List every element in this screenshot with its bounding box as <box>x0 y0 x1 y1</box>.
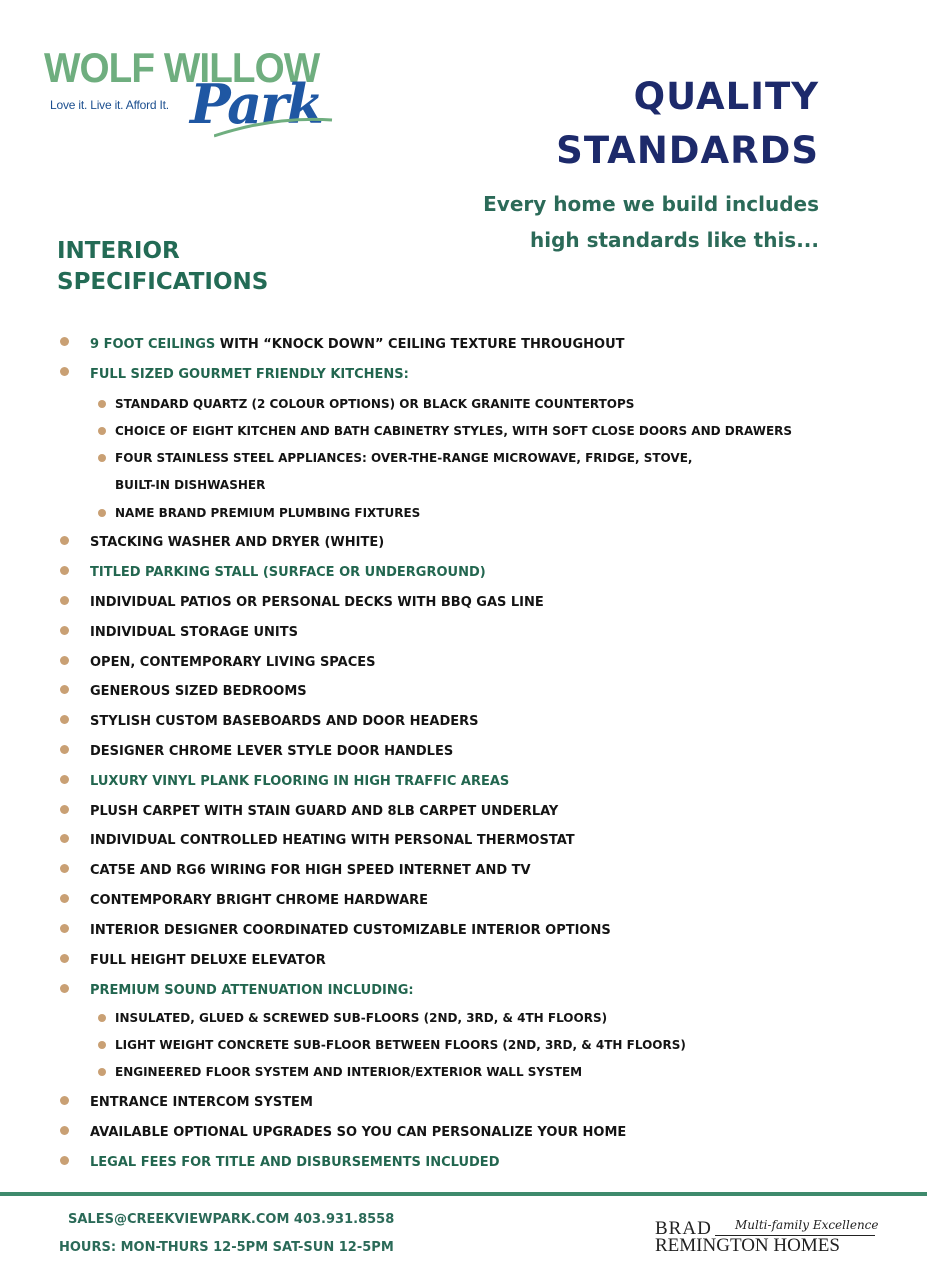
brand-tagline: Multi-family Excellence <box>735 1218 879 1232</box>
spec-sound: PREMIUM SOUND ATTENUATION INCLUDING: <box>90 983 414 998</box>
logo-swoosh-icon <box>214 114 334 144</box>
tagline-line-2: high standards like this... <box>529 228 819 252</box>
spec-carpet: PLUSH CARPET WITH STAIN GUARD AND 8LB CARPET UNDERLAY <box>90 804 559 819</box>
sub-bullet-icon <box>98 1014 106 1022</box>
title-line-2: STANDARDS <box>556 129 819 172</box>
section-line-2: SPECIFICATIONS <box>57 269 269 295</box>
bullet-icon <box>60 367 69 376</box>
spec-subfloors: INSULATED, GLUED & SCREWED SUB-FLOORS (2ND, 3RD, & 4TH FLOORS) <box>115 1011 608 1025</box>
spec-handles: DESIGNER CHROME LEVER STYLE DOOR HANDLES <box>90 744 454 759</box>
bullet-icon <box>60 626 69 635</box>
bullet-icon <box>60 656 69 665</box>
section-heading <box>57 236 268 298</box>
bullet-icon <box>60 685 69 694</box>
sub-bullet-icon <box>98 1041 106 1049</box>
spec-bedrooms: GENEROUS SIZED BEDROOMS <box>90 684 307 699</box>
spec-ceilings <box>90 337 625 352</box>
spec-parking: TITLED PARKING STALL (SURFACE OR UNDERGROUND) <box>90 565 486 580</box>
bullet-icon <box>60 536 69 545</box>
spec-engineered: ENGINEERED FLOOR SYSTEM AND INTERIOR/EXTERIOR WALL SYSTEM <box>115 1065 583 1079</box>
sub-bullet-icon <box>98 427 106 435</box>
brad-remington-homes-logo <box>655 1218 885 1262</box>
bullet-icon <box>60 337 69 346</box>
spec-intercom: ENTRANCE INTERCOM SYSTEM <box>90 1095 313 1110</box>
bullet-icon <box>60 954 69 963</box>
bullet-icon <box>60 745 69 754</box>
spec-baseboards: STYLISH CUSTOM BASEBOARDS AND DOOR HEADERS <box>90 714 479 729</box>
page-title <box>556 70 819 178</box>
spec-cabinetry: CHOICE OF EIGHT KITCHEN AND BATH CABINETRY STYLES, WITH SOFT CLOSE DOORS AND DRAWERS <box>115 424 793 438</box>
spec-kitchens: FULL SIZED GOURMET FRIENDLY KITCHENS: <box>90 367 409 382</box>
logo-wordmark: WOLF WILLOW <box>44 44 320 91</box>
spec-ceilings-text: WITH “KNOCK DOWN” CEILING TEXTURE THROUGHOUT <box>215 337 625 352</box>
sub-bullet-icon <box>98 400 106 408</box>
bullet-icon <box>60 894 69 903</box>
brand-homes: REMINGTON HOMES <box>655 1235 840 1256</box>
tagline-line-1: Every home we build includes <box>483 192 819 216</box>
bullet-icon <box>60 984 69 993</box>
spec-wiring: CAT5E AND RG6 WIRING FOR HIGH SPEED INTERNET AND TV <box>90 863 531 878</box>
spec-washer: STACKING WASHER AND DRYER (WHITE) <box>90 535 385 550</box>
brand-brad: BRAD <box>655 1218 712 1239</box>
spec-quartz: STANDARD QUARTZ (2 COLOUR OPTIONS) OR BLACK GRANITE COUNTERTOPS <box>115 397 635 411</box>
footer-hours: HOURS: MON-THURS 12-5PM SAT-SUN 12-5PM <box>59 1240 394 1255</box>
spec-appliances: FOUR STAINLESS STEEL APPLIANCES: OVER-THE-RANGE MICROWAVE, FRIDGE, STOVE, <box>115 451 693 465</box>
logo-script: Park <box>190 72 323 136</box>
page-tagline <box>483 186 819 258</box>
section-line-1: INTERIOR <box>57 238 180 264</box>
spec-elevator: FULL HEIGHT DELUXE ELEVATOR <box>90 953 326 968</box>
bullet-icon <box>60 775 69 784</box>
bullet-icon <box>60 1096 69 1105</box>
bullet-icon <box>60 1156 69 1165</box>
spec-patios: INDIVIDUAL PATIOS OR PERSONAL DECKS WITH BBQ GAS LINE <box>90 595 544 610</box>
bullet-icon <box>60 924 69 933</box>
spec-hardware: CONTEMPORARY BRIGHT CHROME HARDWARE <box>90 893 429 908</box>
sub-bullet-icon <box>98 1068 106 1076</box>
spec-ceilings-highlight: 9 FOOT CEILINGS <box>90 337 216 352</box>
spec-storage: INDIVIDUAL STORAGE UNITS <box>90 625 298 640</box>
spec-upgrades: AVAILABLE OPTIONAL UPGRADES SO YOU CAN PERSONALIZE YOUR HOME <box>90 1125 627 1140</box>
bullet-icon <box>60 715 69 724</box>
logo-tagline: Love it. Live it. Afford It. <box>50 98 169 112</box>
spec-heating: INDIVIDUAL CONTROLLED HEATING WITH PERSONAL THERMOSTAT <box>90 833 575 848</box>
sub-bullet-icon <box>98 509 106 517</box>
spec-designer: INTERIOR DESIGNER COORDINATED CUSTOMIZABLE INTERIOR OPTIONS <box>90 923 611 938</box>
spec-concrete: LIGHT WEIGHT CONCRETE SUB-FLOOR BETWEEN FLOORS (2ND, 3RD, & 4TH FLOORS) <box>115 1038 686 1052</box>
title-line-1: QUALITY <box>633 75 819 118</box>
bullet-icon <box>60 1126 69 1135</box>
spec-legal: LEGAL FEES FOR TITLE AND DISBURSEMENTS INCLUDED <box>90 1155 500 1170</box>
sub-bullet-icon <box>98 454 106 462</box>
bullet-icon <box>60 566 69 575</box>
spec-appliances-cont: BUILT-IN DISHWASHER <box>115 478 266 492</box>
bullet-icon <box>60 596 69 605</box>
spec-vinyl: LUXURY VINYL PLANK FLOORING IN HIGH TRAFFIC AREAS <box>90 774 510 789</box>
bullet-icon <box>60 864 69 873</box>
spec-living: OPEN, CONTEMPORARY LIVING SPACES <box>90 655 376 670</box>
spec-plumbing: NAME BRAND PREMIUM PLUMBING FIXTURES <box>115 506 421 520</box>
footer-divider <box>0 1192 927 1196</box>
footer-contact: SALES@CREEKVIEWPARK.COM 403.931.8558 <box>68 1212 395 1227</box>
bullet-icon <box>60 834 69 843</box>
wolf-willow-park-logo <box>44 44 344 144</box>
bullet-icon <box>60 805 69 814</box>
